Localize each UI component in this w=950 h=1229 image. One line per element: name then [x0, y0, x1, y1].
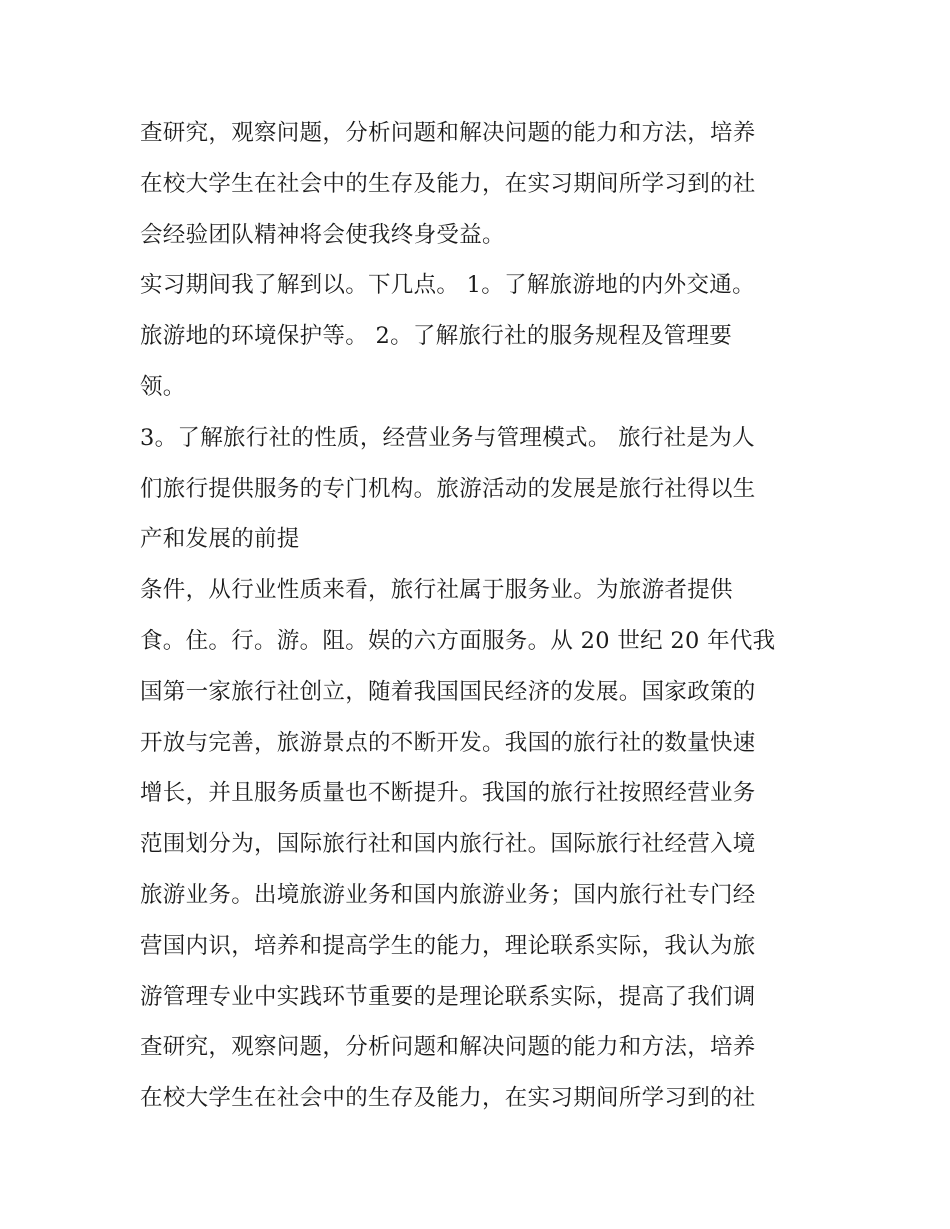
text-line: 实习期间我了解到以。下几点。 1。了解旅游地的内外交通。	[140, 272, 755, 299]
document-body	[140, 108, 820, 1124]
text-line: 产和发展的前提	[140, 526, 300, 553]
text-line: 在校大学生在社会中的生存及能力，在实习期间所学习到的社	[140, 170, 756, 197]
text-line: 查研究，观察问题，分析问题和解决问题的能力和方法，培养	[140, 1034, 756, 1061]
text-line: 范围划分为，国际旅行社和国内旅行社。国际旅行社经营入境	[140, 831, 756, 858]
text-line: 营国内识，培养和提高学生的能力，理论联系实际，我认为旅	[140, 932, 756, 959]
text-line: 游管理专业中实践环节重要的是理论联系实际，提高了我们调	[140, 983, 756, 1010]
text-line: 在校大学生在社会中的生存及能力，在实习期间所学习到的社	[140, 1085, 756, 1112]
text-line: 条件，从行业性质来看，旅行社属于服务业。为旅游者提供	[140, 577, 733, 604]
text-line: 食。住。行。游。阻。娱的六方面服务。从 20 世纪 20 年代我	[140, 627, 776, 654]
text-line: 旅游业务。出境旅游业务和国内旅游业务；国内旅行社专门经	[140, 881, 756, 908]
text-line: 开放与完善，旅游景点的不断开发。我国的旅行社的数量快速	[140, 729, 756, 756]
text-line: 增长，并且服务质量也不断提升。我国的旅行社按照经营业务	[140, 780, 756, 807]
text-line: 会经验团队精神将会使我终身受益。	[140, 221, 505, 248]
text-line: 3。了解旅行社的性质，经营业务与管理模式。 旅行社是为人	[140, 424, 755, 451]
text-line: 们旅行提供服务的专门机构。旅游活动的发展是旅行社得以生	[140, 475, 756, 502]
text-line: 旅游地的环境保护等。 2。了解旅行社的服务规程及管理要	[140, 323, 733, 350]
text-line: 查研究，观察问题，分析问题和解决问题的能力和方法，培养	[140, 120, 756, 146]
text-line: 国第一家旅行社创立，随着我国国民经济的发展。国家政策的	[140, 678, 756, 705]
text-line: 领。	[140, 373, 186, 400]
